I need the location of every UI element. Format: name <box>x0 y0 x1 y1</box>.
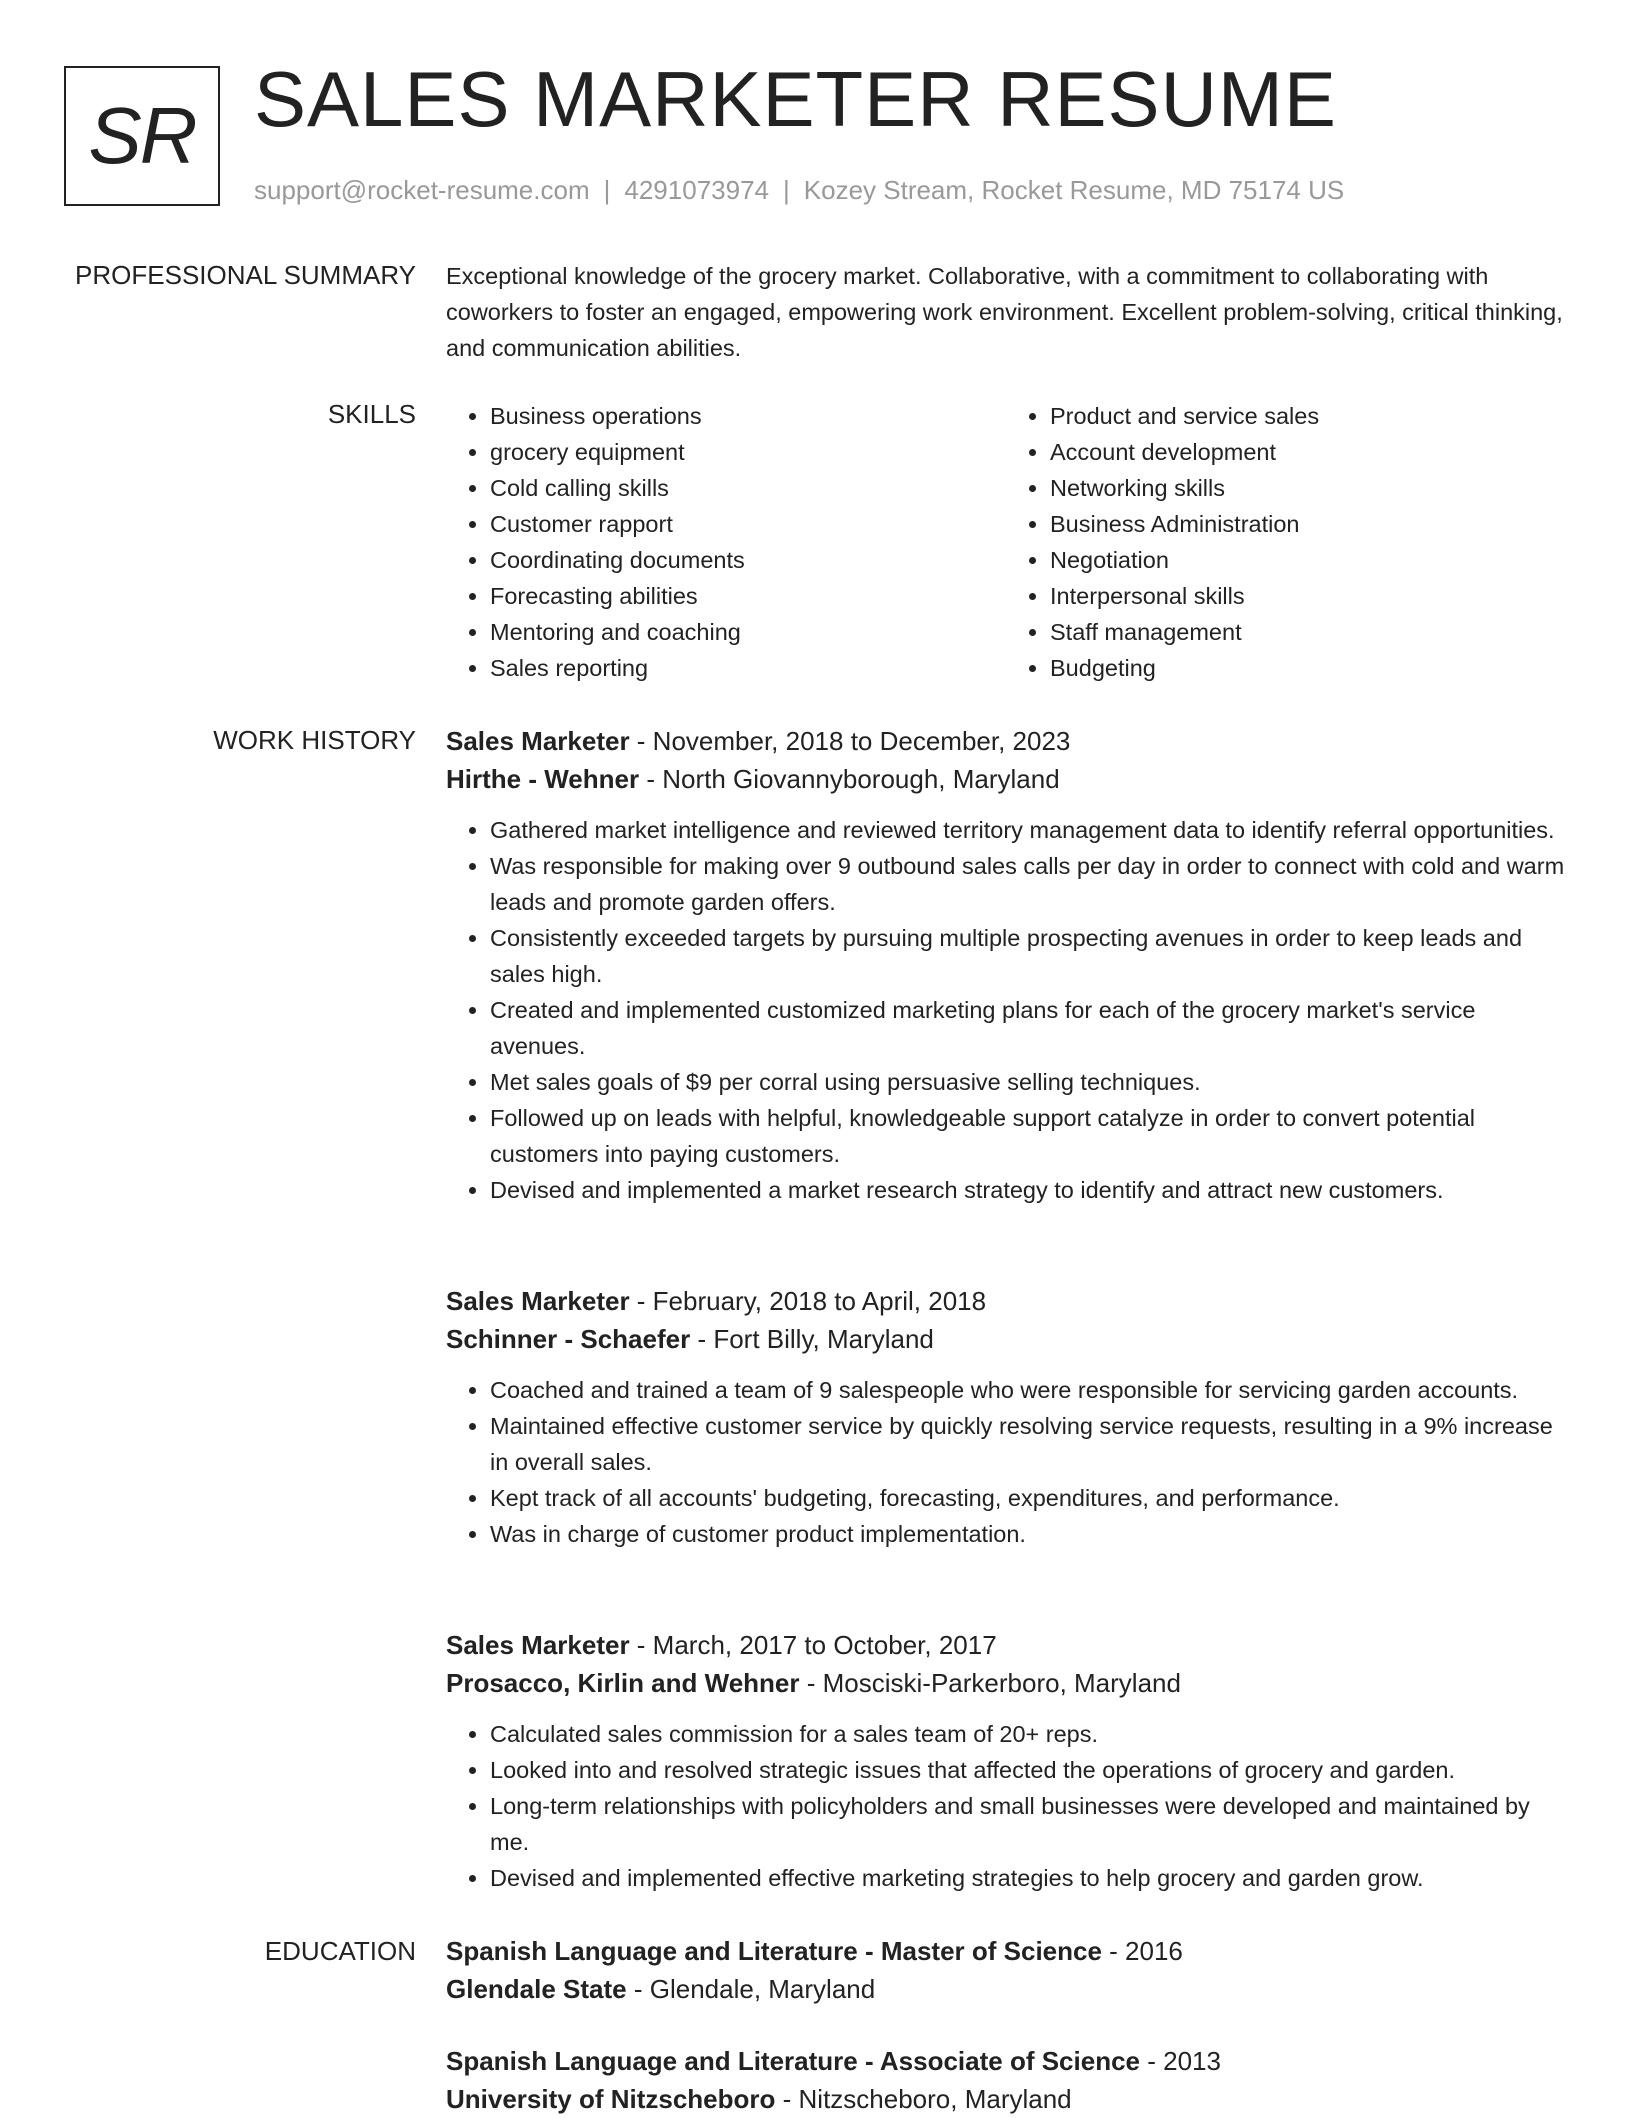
section-label-summary: PROFESSIONAL SUMMARY <box>75 260 416 290</box>
job-bullets <box>446 1716 1566 1896</box>
job-bullet: • Consistently exceeded targets by pursuing multiple prospecting avenues in order to keep leads and sales high. <box>490 920 1566 992</box>
job-company: Prosacco, Kirlin and Wehner <box>446 1668 800 1698</box>
job-bullet: • Created and implemented customized marketing plans for each of the grocery market's service avenues. <box>490 992 1566 1064</box>
section-label-education: EDUCATION <box>264 1936 416 1966</box>
job-bullet: • Coached and trained a team of 9 salespeople who were responsible for servicing garden accounts. <box>490 1372 1566 1408</box>
page-title: SALES MARKETER RESUME <box>254 55 1337 143</box>
job-company: Schinner - Schaefer <box>446 1324 691 1354</box>
job-bullets <box>446 812 1566 1208</box>
skill-item: • Mentoring and coaching <box>490 614 1006 650</box>
job-bullet: • Kept track of all accounts' budgeting, forecasting, expenditures, and performance. <box>490 1480 1566 1516</box>
skill-item: • Customer rapport <box>490 506 1006 542</box>
skill-item: • Business operations <box>490 398 1006 434</box>
education-entry <box>446 2042 1566 2118</box>
contact-address: Kozey Stream, Rocket Resume, MD 75174 US <box>803 175 1345 205</box>
education-school: Glendale State <box>446 1974 627 2004</box>
job-company: Hirthe - Wehner <box>446 764 640 794</box>
education-school-line <box>446 1970 1566 2008</box>
education-year: - 2016 <box>1109 1936 1183 1966</box>
job-title: Sales Marketer <box>446 1630 630 1660</box>
job-bullet: • Devised and implemented a market research strategy to identify and attract new customers. <box>490 1172 1566 1208</box>
job-bullet: • Followed up on leads with helpful, knowledgeable support catalyze in order to convert potential customers into paying customers. <box>490 1100 1566 1172</box>
education-location: - Glendale, Maryland <box>633 1974 876 2004</box>
job-company-line <box>446 1664 1566 1702</box>
job-bullet: • Gathered market intelligence and reviewed territory management data to identify referral opportunities. <box>490 812 1566 848</box>
contact-email: support@rocket-resume.com <box>254 175 590 205</box>
education-year: - 2013 <box>1147 2046 1221 2076</box>
job-entry <box>446 1626 1566 1896</box>
job-bullet: • Maintained effective customer service by quickly resolving service requests, resulting in a 9% increase in overall sales. <box>490 1408 1566 1480</box>
job-entry <box>446 722 1566 1208</box>
job-bullets <box>446 1372 1566 1552</box>
skill-item: • Forecasting abilities <box>490 578 1006 614</box>
job-dates: - February, 2018 to April, 2018 <box>636 1286 987 1316</box>
education-location: - Nitzscheboro, Maryland <box>782 2084 1072 2114</box>
section-label-work-history: WORK HISTORY <box>213 725 416 755</box>
job-bullet: • Devised and implemented effective marketing strategies to help grocery and garden grow. <box>490 1860 1566 1896</box>
job-bullet: • Calculated sales commission for a sales team of 20+ reps. <box>490 1716 1566 1752</box>
job-bullet: • Was in charge of customer product implementation. <box>490 1516 1566 1552</box>
job-company-line <box>446 1320 1566 1358</box>
job-location: - North Giovannyborough, Maryland <box>646 764 1060 794</box>
job-title-line <box>446 1626 1566 1664</box>
job-bullet: • Long-term relationships with policyholders and small businesses were developed and maintained by me. <box>490 1788 1566 1860</box>
job-location: - Mosciski-Parkerboro, Maryland <box>806 1668 1181 1698</box>
contact-separator: | <box>603 175 611 205</box>
job-title-line <box>446 1282 1566 1320</box>
job-bullet: • Looked into and resolved strategic issues that affected the operations of grocery and garden. <box>490 1752 1566 1788</box>
skill-item: • Cold calling skills <box>490 470 1006 506</box>
education-school: University of Nitzscheboro <box>446 2084 776 2114</box>
skill-item: • Negotiation <box>1050 542 1566 578</box>
skill-item: • Sales reporting <box>490 650 1006 686</box>
job-title: Sales Marketer <box>446 726 630 756</box>
job-dates: - November, 2018 to December, 2023 <box>636 726 1071 756</box>
education-school-line <box>446 2080 1566 2118</box>
job-entry <box>446 1282 1566 1552</box>
section-label-skills: SKILLS <box>327 399 416 429</box>
skill-item: • Budgeting <box>1050 650 1566 686</box>
skills-column-right <box>1006 398 1566 686</box>
skills-column-left <box>446 398 1006 686</box>
job-bullet: • Met sales goals of $9 per corral using persuasive selling techniques. <box>490 1064 1566 1100</box>
job-bullet: • Was responsible for making over 9 outbound sales calls per day in order to connect with cold and warm leads and promote garden offers. <box>490 848 1566 920</box>
skills-list <box>446 398 1566 686</box>
job-title: Sales Marketer <box>446 1286 630 1316</box>
education-entry <box>446 1932 1566 2008</box>
skill-item: • Coordinating documents <box>490 542 1006 578</box>
job-company-line <box>446 760 1566 798</box>
skill-item: • Staff management <box>1050 614 1566 650</box>
skill-item: • Account development <box>1050 434 1566 470</box>
contact-separator: | <box>783 175 790 205</box>
education-degree: Spanish Language and Literature - Master of Science <box>446 1936 1102 1966</box>
contact-phone: 4291073974 <box>624 175 769 205</box>
skill-item: • Business Administration <box>1050 506 1566 542</box>
skill-item: • Product and service sales <box>1050 398 1566 434</box>
education-degree-line <box>446 1932 1566 1970</box>
education-degree: Spanish Language and Literature - Associate of Science <box>446 2046 1140 2076</box>
skill-item: • Interpersonal skills <box>1050 578 1566 614</box>
skill-item: • Networking skills <box>1050 470 1566 506</box>
job-dates: - March, 2017 to October, 2017 <box>636 1630 997 1660</box>
monogram-logo: SR <box>64 66 220 206</box>
job-location: - Fort Billy, Maryland <box>697 1324 934 1354</box>
job-title-line <box>446 722 1566 760</box>
education-degree-line <box>446 2042 1566 2080</box>
contact-line <box>254 175 1344 206</box>
skill-item: • grocery equipment <box>490 434 1006 470</box>
summary-text: Exceptional knowledge of the grocery market. Collaborative, with a commitment to collaborating with coworkers to foster an engaged, empowering work environment. Excellent problem-solving, critical thinking, and communication abilities. <box>446 263 1563 361</box>
